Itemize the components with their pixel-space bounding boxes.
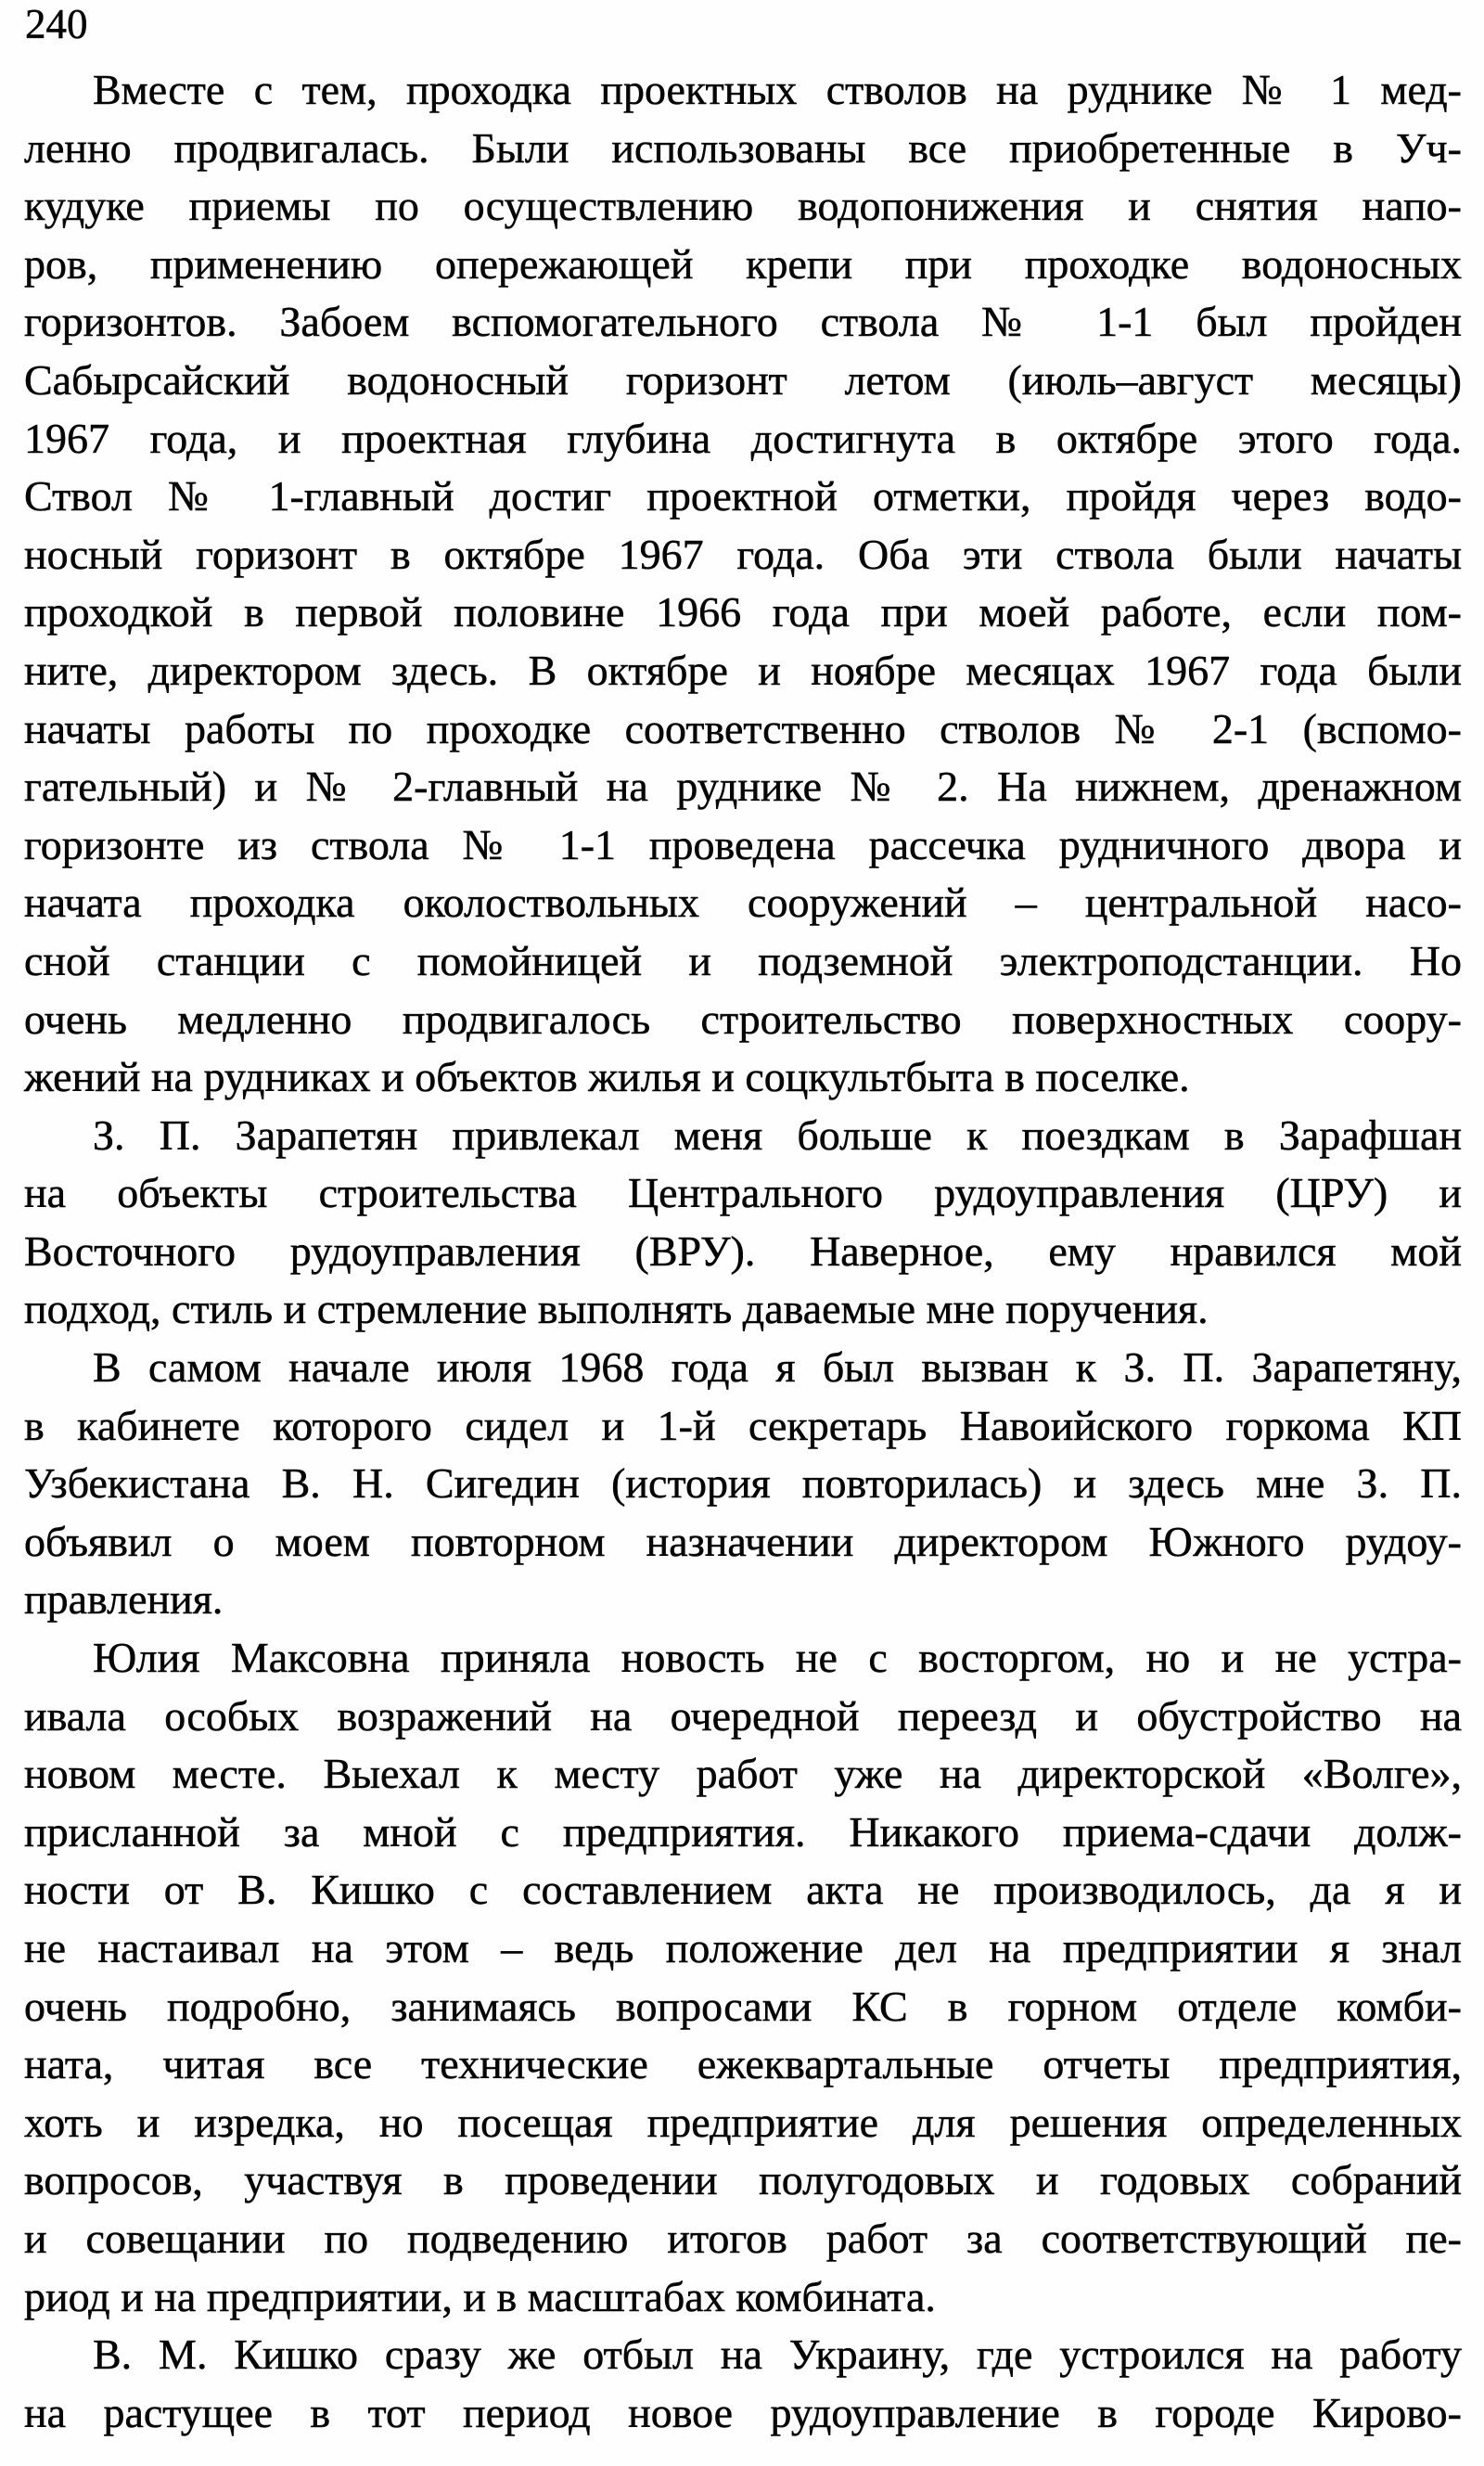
text-line: Восточного рудоуправления (ВРУ). Наверное, ему нравился мой xyxy=(24,1227,1462,1275)
text-line: Вместе с тем, проходка проектных стволов на руднике № 1 мед- xyxy=(93,66,1462,113)
text-line: В. М. Кишко сразу же отбыл на Украину, где устроился на работу xyxy=(93,2331,1462,2379)
text-line: носный горизонт в октябре 1967 года. Оба эти ствола были начаты xyxy=(24,530,1462,578)
text-line: кудуке приемы по осуществлению водопонижения и снятия напо- xyxy=(24,182,1462,230)
text-line: Сабырсайский водоносный горизонт летом (июль–август месяцы) xyxy=(24,355,1462,404)
text-line: объявил о моем повторном назначении директором Южного рудоу- xyxy=(24,1517,1462,1565)
text-line: на объекты строительства Центрального рудоуправления (ЦРУ) и xyxy=(24,1169,1462,1217)
text-line: ивала особых возражений на очередной переезд и обустройство на xyxy=(24,1691,1462,1740)
page-number: 240 xyxy=(25,1,88,47)
text-line: вопросов, участвуя в проведении полугодовых и годовых собраний xyxy=(24,2156,1462,2204)
text-line: проходкой в первой половине 1966 года при моей работе, если пом- xyxy=(24,588,1462,636)
text-line: ров, применению опережающей крепи при проходке водоносных xyxy=(24,239,1462,288)
page-body xyxy=(24,61,1462,2442)
text-line: Ствол № 1-главный достиг проектной отметки, пройдя через водо- xyxy=(24,472,1462,520)
text-line: ленно продвигалась. Были использованы все приобретенные в Уч- xyxy=(24,123,1462,172)
text-line: сной станции с помойницей и подземной электроподстанции. Но xyxy=(24,936,1462,984)
text-line: хоть и изредка, но посещая предприятие для решения определенных xyxy=(24,2098,1462,2146)
text-line: Узбекистана В. Н. Сигедин (история повторилась) и здесь мне З. П. xyxy=(24,1459,1462,1508)
text-line: не настаивал на этом – ведь положение дел на предприятии я знал xyxy=(24,1924,1462,1972)
text-line: подход, стиль и стремление выполнять даваемые мне поручения. xyxy=(24,1285,1209,1333)
text-line: жений на рудниках и объектов жилья и соцкультбыта в поселке. xyxy=(24,1053,1190,1101)
text-line: новом месте. Выехал к месту работ уже на директорской «Волге», xyxy=(24,1750,1462,1798)
text-line: гательный) и № 2-главный на руднике № 2. На нижнем, дренажном xyxy=(24,763,1462,811)
text-line: очень подробно, занимаясь вопросами КС в горном отделе комби- xyxy=(24,1982,1462,2030)
text-line: в кабинете которого сидел и 1-й секретарь Навоийского горкома КП xyxy=(24,1401,1462,1449)
text-line: ните, директором здесь. В октябре и ноябре месяцах 1967 года были xyxy=(24,646,1462,694)
text-line: ности от В. Кишко с составлением акта не производилось, да я и xyxy=(24,1866,1462,1914)
text-line: правления. xyxy=(24,1575,224,1624)
paragraph xyxy=(24,2326,1462,2442)
text-line: начата проходка околоствольных сооружений – центральной насо- xyxy=(24,879,1462,927)
paragraph xyxy=(24,1339,1462,1629)
text-line: и совещании по подведению итогов работ за соответствующий пе- xyxy=(24,2214,1462,2262)
text-line: Юлия Максовна приняла новость не с восторгом, но и не устра- xyxy=(93,1634,1462,1682)
paragraph xyxy=(24,61,1462,1107)
text-line: присланной за мной с предприятия. Никакого приема-сдачи долж- xyxy=(24,1807,1462,1856)
text-line: очень медленно продвигалось строительство поверхностных соору- xyxy=(24,995,1462,1043)
text-line: ната, читая все технические ежеквартальные отчеты предприятия, xyxy=(24,2040,1462,2088)
text-line: риод и на предприятии, и в масштабах комбината. xyxy=(24,2272,936,2320)
text-line: 1967 года, и проектная глубина достигнута в октябре этого года. xyxy=(24,414,1462,462)
paragraph xyxy=(24,1629,1462,2326)
text-line: начаты работы по проходке соответственно стволов № 2-1 (вспомо- xyxy=(24,704,1462,752)
text-line: З. П. Зарапетян привлекал меня больше к поездкам в Зарафшан xyxy=(93,1111,1462,1159)
text-line: на растущее в тот период новое рудоуправление в городе Кирово- xyxy=(24,2388,1462,2436)
text-line: горизонтов. Забоем вспомогательного ствола № 1-1 был пройден xyxy=(24,298,1462,346)
paragraph xyxy=(24,1107,1462,1339)
text-line: В самом начале июля 1968 года я был вызван к З. П. Зарапетяну, xyxy=(93,1343,1462,1392)
text-line: горизонте из ствола № 1-1 проведена рассечка рудничного двора и xyxy=(24,820,1462,868)
